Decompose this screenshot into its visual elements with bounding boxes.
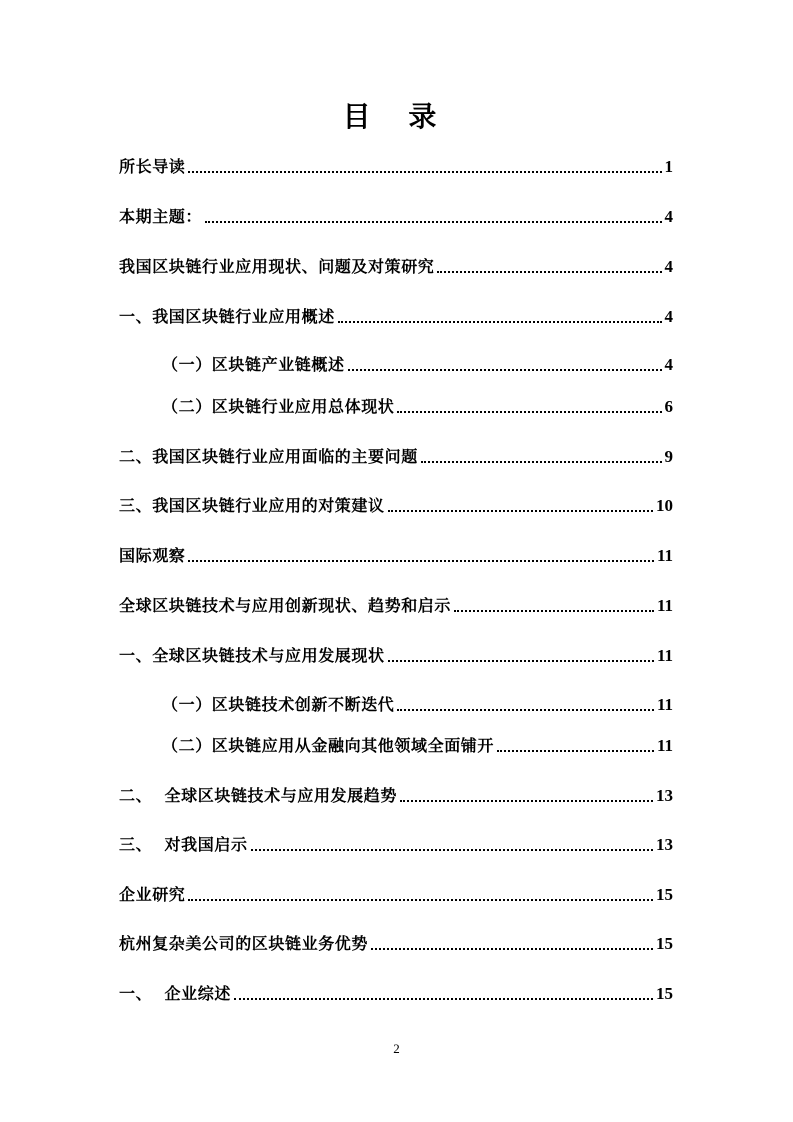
dot-leader (421, 460, 662, 463)
toc-entry[interactable] (119, 833, 673, 857)
toc-entry-page: 4 (664, 355, 673, 374)
toc-entry[interactable] (119, 445, 673, 469)
toc-entry-label: 三、 对我国启示 (119, 835, 248, 854)
dot-leader (400, 799, 653, 802)
toc-subentry[interactable] (162, 693, 673, 717)
toc-entry-page: 4 (664, 257, 673, 276)
toc-entry-label: 二、我国区块链行业应用面临的主要问题 (119, 447, 418, 466)
dot-leader (348, 368, 662, 371)
toc-entry-label: 一、我国区块链行业应用概述 (119, 307, 335, 326)
toc-entry-page: 11 (656, 736, 673, 755)
toc-entry-page: 15 (656, 934, 673, 953)
dot-leader (234, 997, 653, 1000)
toc-entry[interactable] (119, 932, 673, 956)
dot-leader (338, 320, 662, 323)
toc-entry-label: 二、 全球区块链技术与应用发展趋势 (119, 786, 397, 805)
toc-entry-label: 一、全球区块链技术与应用发展现状 (119, 646, 385, 665)
toc-subentry[interactable] (162, 353, 673, 377)
toc-entry-label: 我国区块链行业应用现状、问题及对策研究 (119, 257, 435, 276)
toc-subentry[interactable] (162, 734, 673, 758)
toc-entry[interactable] (119, 155, 673, 179)
dot-leader (188, 559, 654, 562)
toc-entry-label: 全球区块链技术与应用创新现状、趋势和启示 (119, 596, 452, 615)
toc-entry-label: （二）区块链行业应用总体现状 (162, 397, 395, 416)
toc-entry[interactable] (119, 255, 673, 279)
toc-entry-page: 1 (664, 157, 673, 176)
toc-entry[interactable] (119, 494, 673, 518)
toc-entry-page: 11 (656, 596, 673, 615)
toc-entry-page: 10 (656, 496, 673, 515)
dot-leader (397, 410, 661, 413)
toc-entry-label: 国际观察 (119, 546, 186, 565)
toc-entry[interactable] (119, 544, 673, 568)
toc-entry-label: （二）区块链应用从金融向其他领域全面铺开 (162, 736, 495, 755)
toc-entry-label: 企业研究 (119, 885, 186, 904)
toc-entry-page: 11 (656, 646, 673, 665)
toc-entry-label: （一）区块链技术创新不断迭代 (162, 695, 395, 714)
dot-leader (397, 708, 654, 711)
dot-leader (188, 170, 661, 173)
toc-entry[interactable] (119, 205, 673, 229)
toc-entry[interactable] (119, 982, 673, 1006)
toc-entry-page: 13 (656, 835, 673, 854)
toc-entry-label: 杭州复杂美公司的区块链业务优势 (119, 934, 369, 953)
toc-entry-label: 一、 企业综述 (119, 984, 231, 1003)
toc-entry-page: 9 (664, 447, 673, 466)
toc-subentry[interactable] (162, 395, 673, 419)
toc-entry-page: 15 (656, 885, 673, 904)
toc-entry-page: 6 (664, 397, 673, 416)
toc-entry-page: 13 (656, 786, 673, 805)
toc-title: 目 录 (342, 100, 451, 133)
dot-leader (454, 609, 654, 612)
toc-entry[interactable] (119, 644, 673, 668)
toc-entry[interactable] (119, 883, 673, 907)
dot-leader (205, 220, 661, 223)
dot-leader (388, 509, 653, 512)
toc-entry[interactable] (119, 594, 673, 618)
dot-leader (371, 947, 653, 950)
dot-leader (188, 898, 653, 901)
dot-leader (251, 848, 653, 851)
dot-leader (437, 270, 661, 273)
toc-entry-label: 本期主题： (119, 207, 203, 226)
dot-leader (497, 749, 654, 752)
dot-leader (388, 659, 654, 662)
toc-entry-page: 4 (664, 207, 673, 226)
toc-entry-page: 4 (664, 307, 673, 326)
toc-entry-page: 11 (656, 546, 673, 565)
toc-entry-label: 所长导读 (119, 157, 186, 176)
page-number: 2 (393, 1041, 400, 1056)
toc-entry-label: 三、我国区块链行业应用的对策建议 (119, 496, 385, 515)
toc-entry[interactable] (119, 784, 673, 808)
toc-entry-label: （一）区块链产业链概述 (162, 355, 345, 374)
toc-entry[interactable] (119, 305, 673, 329)
toc-entry-page: 11 (656, 695, 673, 714)
toc-entry-page: 15 (656, 984, 673, 1003)
